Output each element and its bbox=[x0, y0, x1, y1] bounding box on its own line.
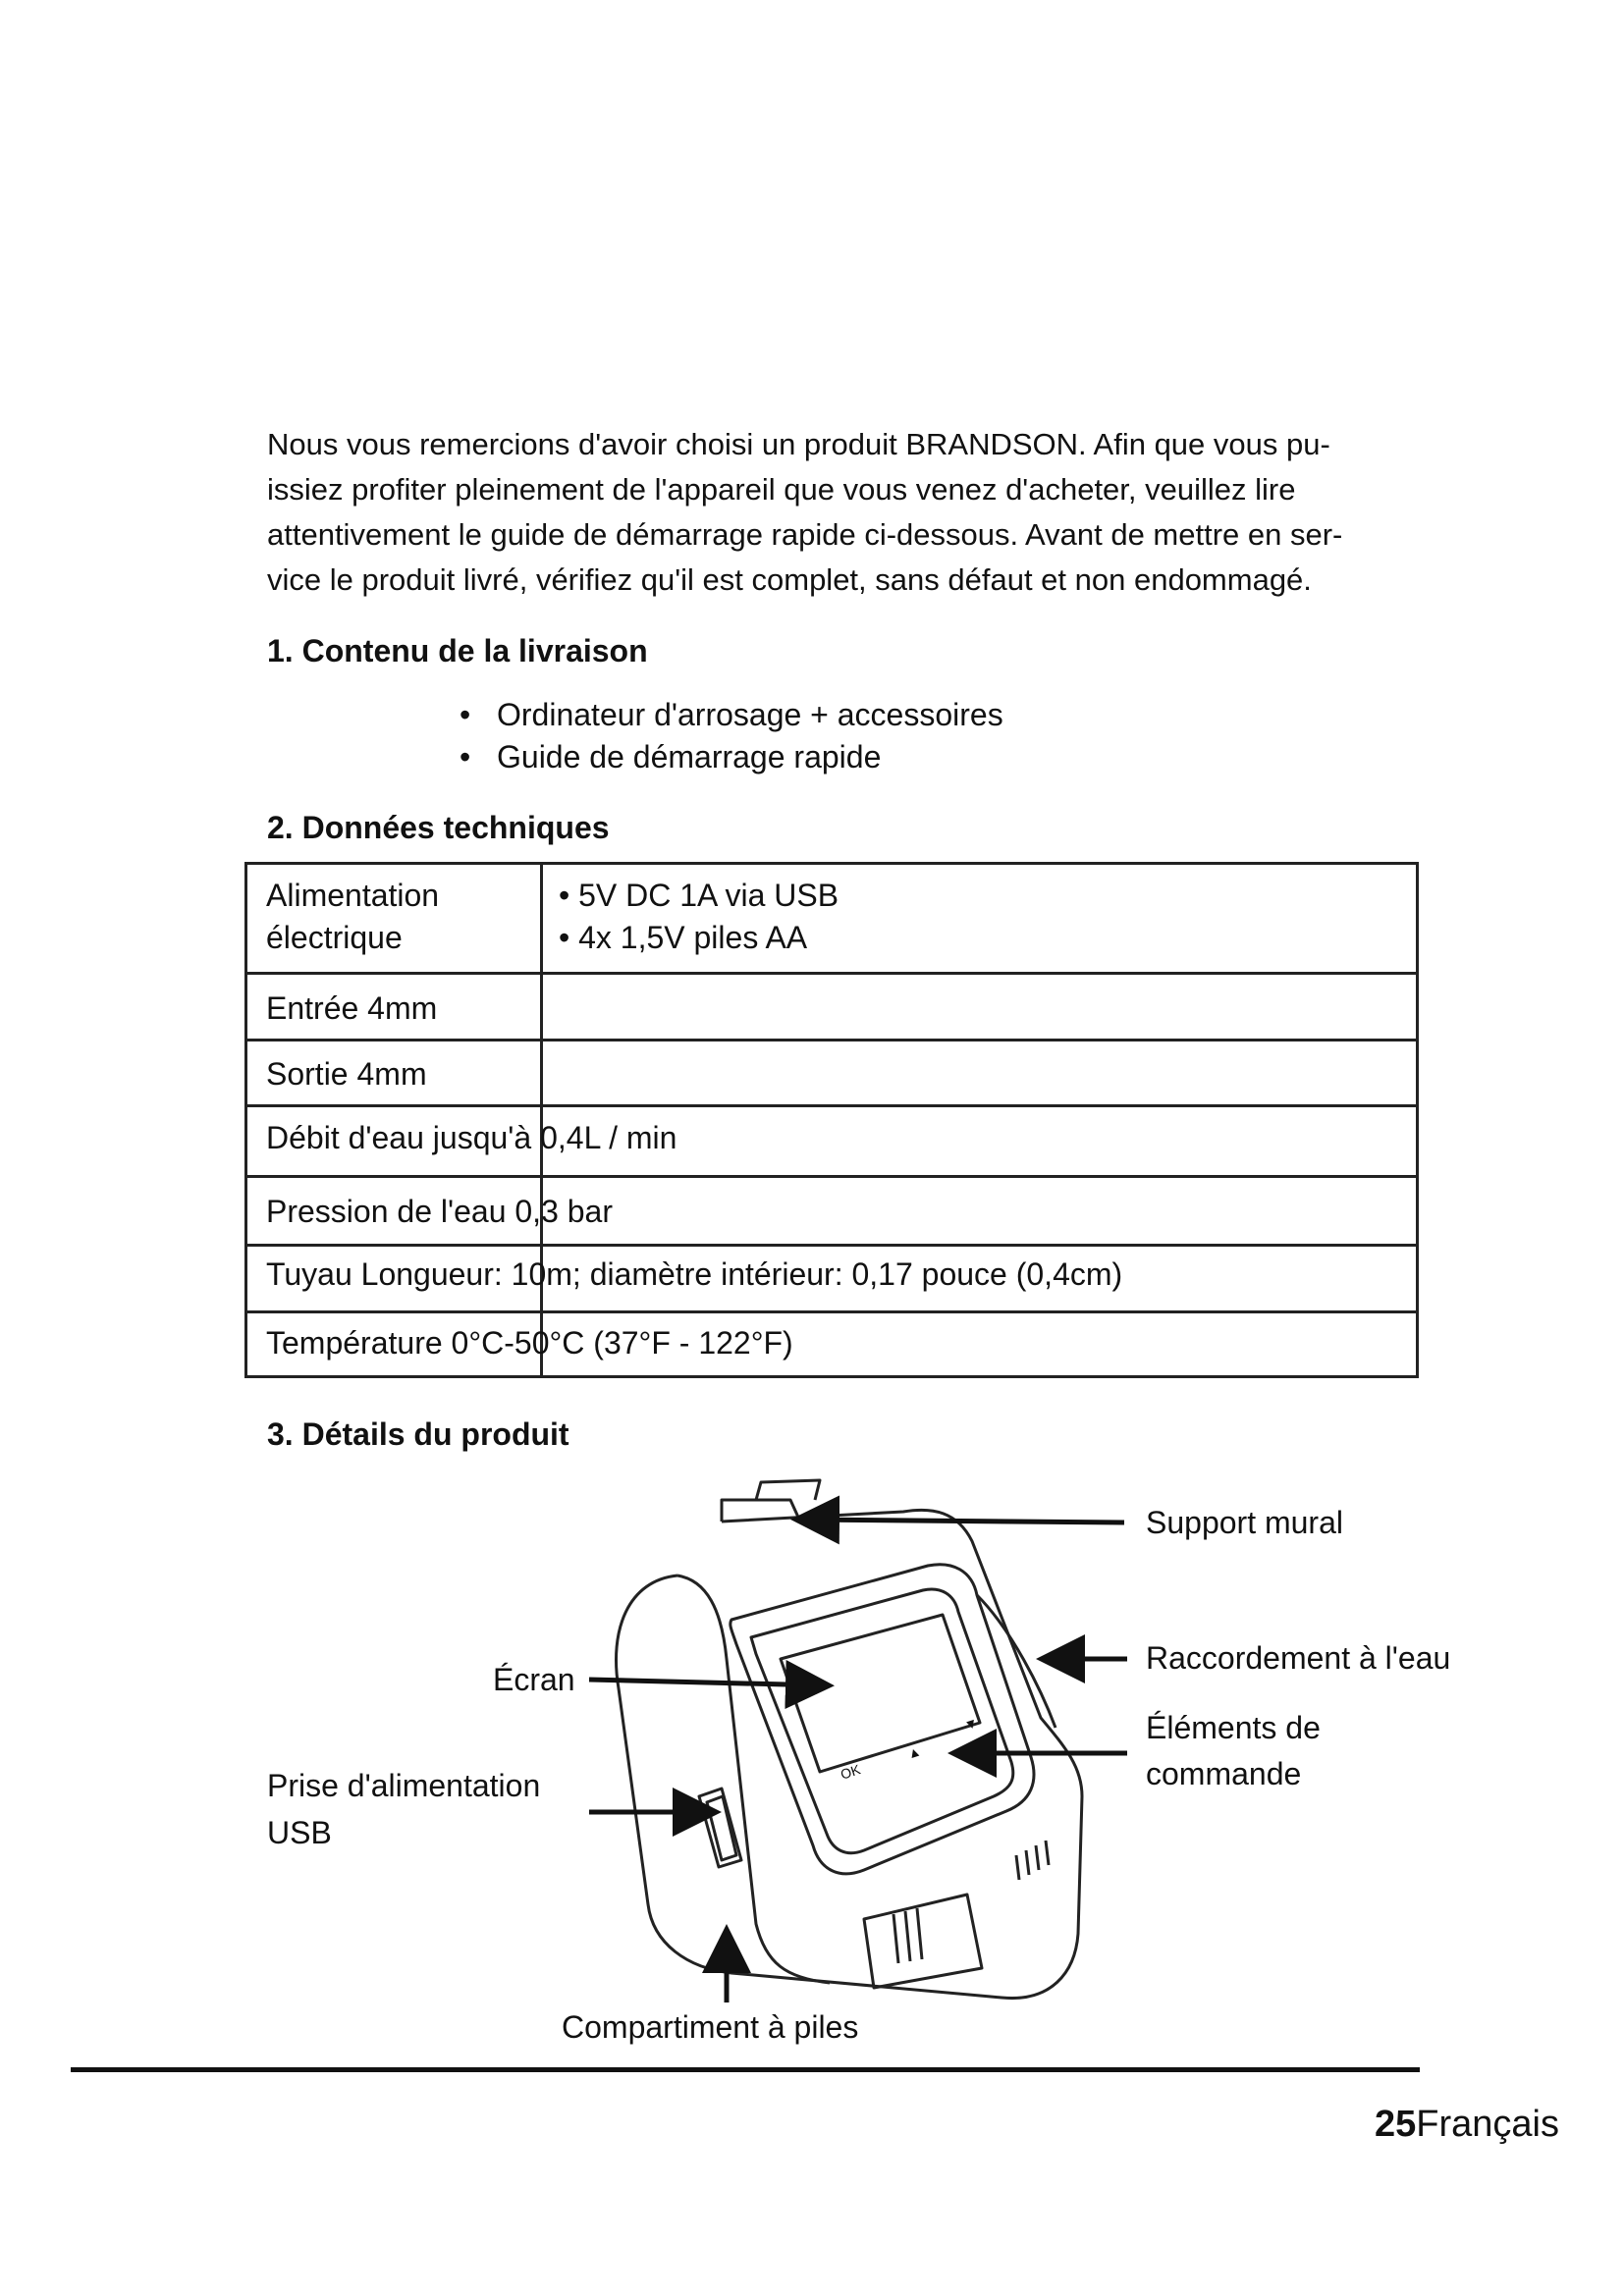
page-number: 25 bbox=[1375, 2104, 1417, 2145]
section-heading-product: 3. Détails du produit bbox=[267, 1416, 569, 1452]
intro-line: issiez profiter pleinement de l'appareil que vous venez d'acheter, veuillez lire bbox=[267, 472, 1296, 507]
table-row-divider bbox=[244, 972, 1419, 975]
table-cell-text: Entrée 4mm bbox=[266, 990, 438, 1026]
up-button-mark: ▲ bbox=[904, 1742, 923, 1762]
label-controls-1: Éléments de bbox=[1146, 1710, 1321, 1745]
table-row-divider bbox=[244, 1175, 1419, 1178]
table-cell-label: Alimentation bbox=[266, 878, 440, 913]
label-support: Support mural bbox=[1146, 1505, 1343, 1540]
table-cell-value: • 5V DC 1A via USB bbox=[559, 878, 839, 913]
specs-table bbox=[244, 862, 1419, 1378]
footer-rule bbox=[71, 2067, 1420, 2072]
page-footer bbox=[1375, 2104, 1559, 2146]
label-controls-2: commande bbox=[1146, 1756, 1302, 1791]
intro-line: attentivement le guide de démarrage rapide ci-dessous. Avant de mettre en ser- bbox=[267, 517, 1343, 552]
list-item: • Ordinateur d'arrosage + accessoires bbox=[460, 694, 1003, 736]
delivery-list bbox=[460, 694, 1003, 778]
table-row-divider bbox=[244, 1039, 1419, 1041]
label-usb-2: USB bbox=[267, 1815, 332, 1850]
table-row-divider bbox=[244, 1244, 1419, 1247]
ok-button-mark: OK bbox=[839, 1761, 863, 1783]
table-cell-label: électrique bbox=[266, 920, 403, 955]
section-heading-delivery: 1. Contenu de la livraison bbox=[267, 633, 648, 668]
intro-line: vice le produit livré, vérifiez qu'il est complet, sans défaut et non endommagé. bbox=[267, 562, 1312, 597]
device-illustration bbox=[0, 1472, 1624, 2061]
label-battery: Compartiment à piles bbox=[562, 2009, 859, 2045]
table-cell-text: Débit d'eau jusqu'à 0,4L / min bbox=[266, 1120, 677, 1155]
section-heading-specs: 2. Données techniques bbox=[267, 810, 610, 845]
list-item: • Guide de démarrage rapide bbox=[460, 736, 1003, 778]
table-row-divider bbox=[244, 1104, 1419, 1107]
label-screen: Écran bbox=[493, 1662, 575, 1697]
label-water-connection: Raccordement à l'eau bbox=[1146, 1640, 1451, 1676]
intro-line: Nous vous remercions d'avoir choisi un produit BRANDSON. Afin que vous pu- bbox=[267, 427, 1330, 461]
page-language: Français bbox=[1416, 2104, 1559, 2145]
label-usb-1: Prise d'alimentation bbox=[267, 1768, 541, 1803]
table-cell-text: Pression de l'eau 0,3 bar bbox=[266, 1194, 613, 1229]
table-cell-text: Tuyau Longueur: 10m; diamètre intérieur: 0,17 pouce (0,4cm) bbox=[266, 1256, 1123, 1292]
table-cell-value: • 4x 1,5V piles AA bbox=[559, 920, 808, 955]
table-row-divider bbox=[244, 1310, 1419, 1313]
down-button-mark: ▼ bbox=[961, 1714, 980, 1734]
table-cell-text: Sortie 4mm bbox=[266, 1056, 427, 1092]
table-cell-text: Température 0°C-50°C (37°F - 122°F) bbox=[266, 1325, 793, 1361]
intro-paragraph bbox=[267, 422, 1455, 603]
product-diagram bbox=[0, 1472, 1624, 2061]
